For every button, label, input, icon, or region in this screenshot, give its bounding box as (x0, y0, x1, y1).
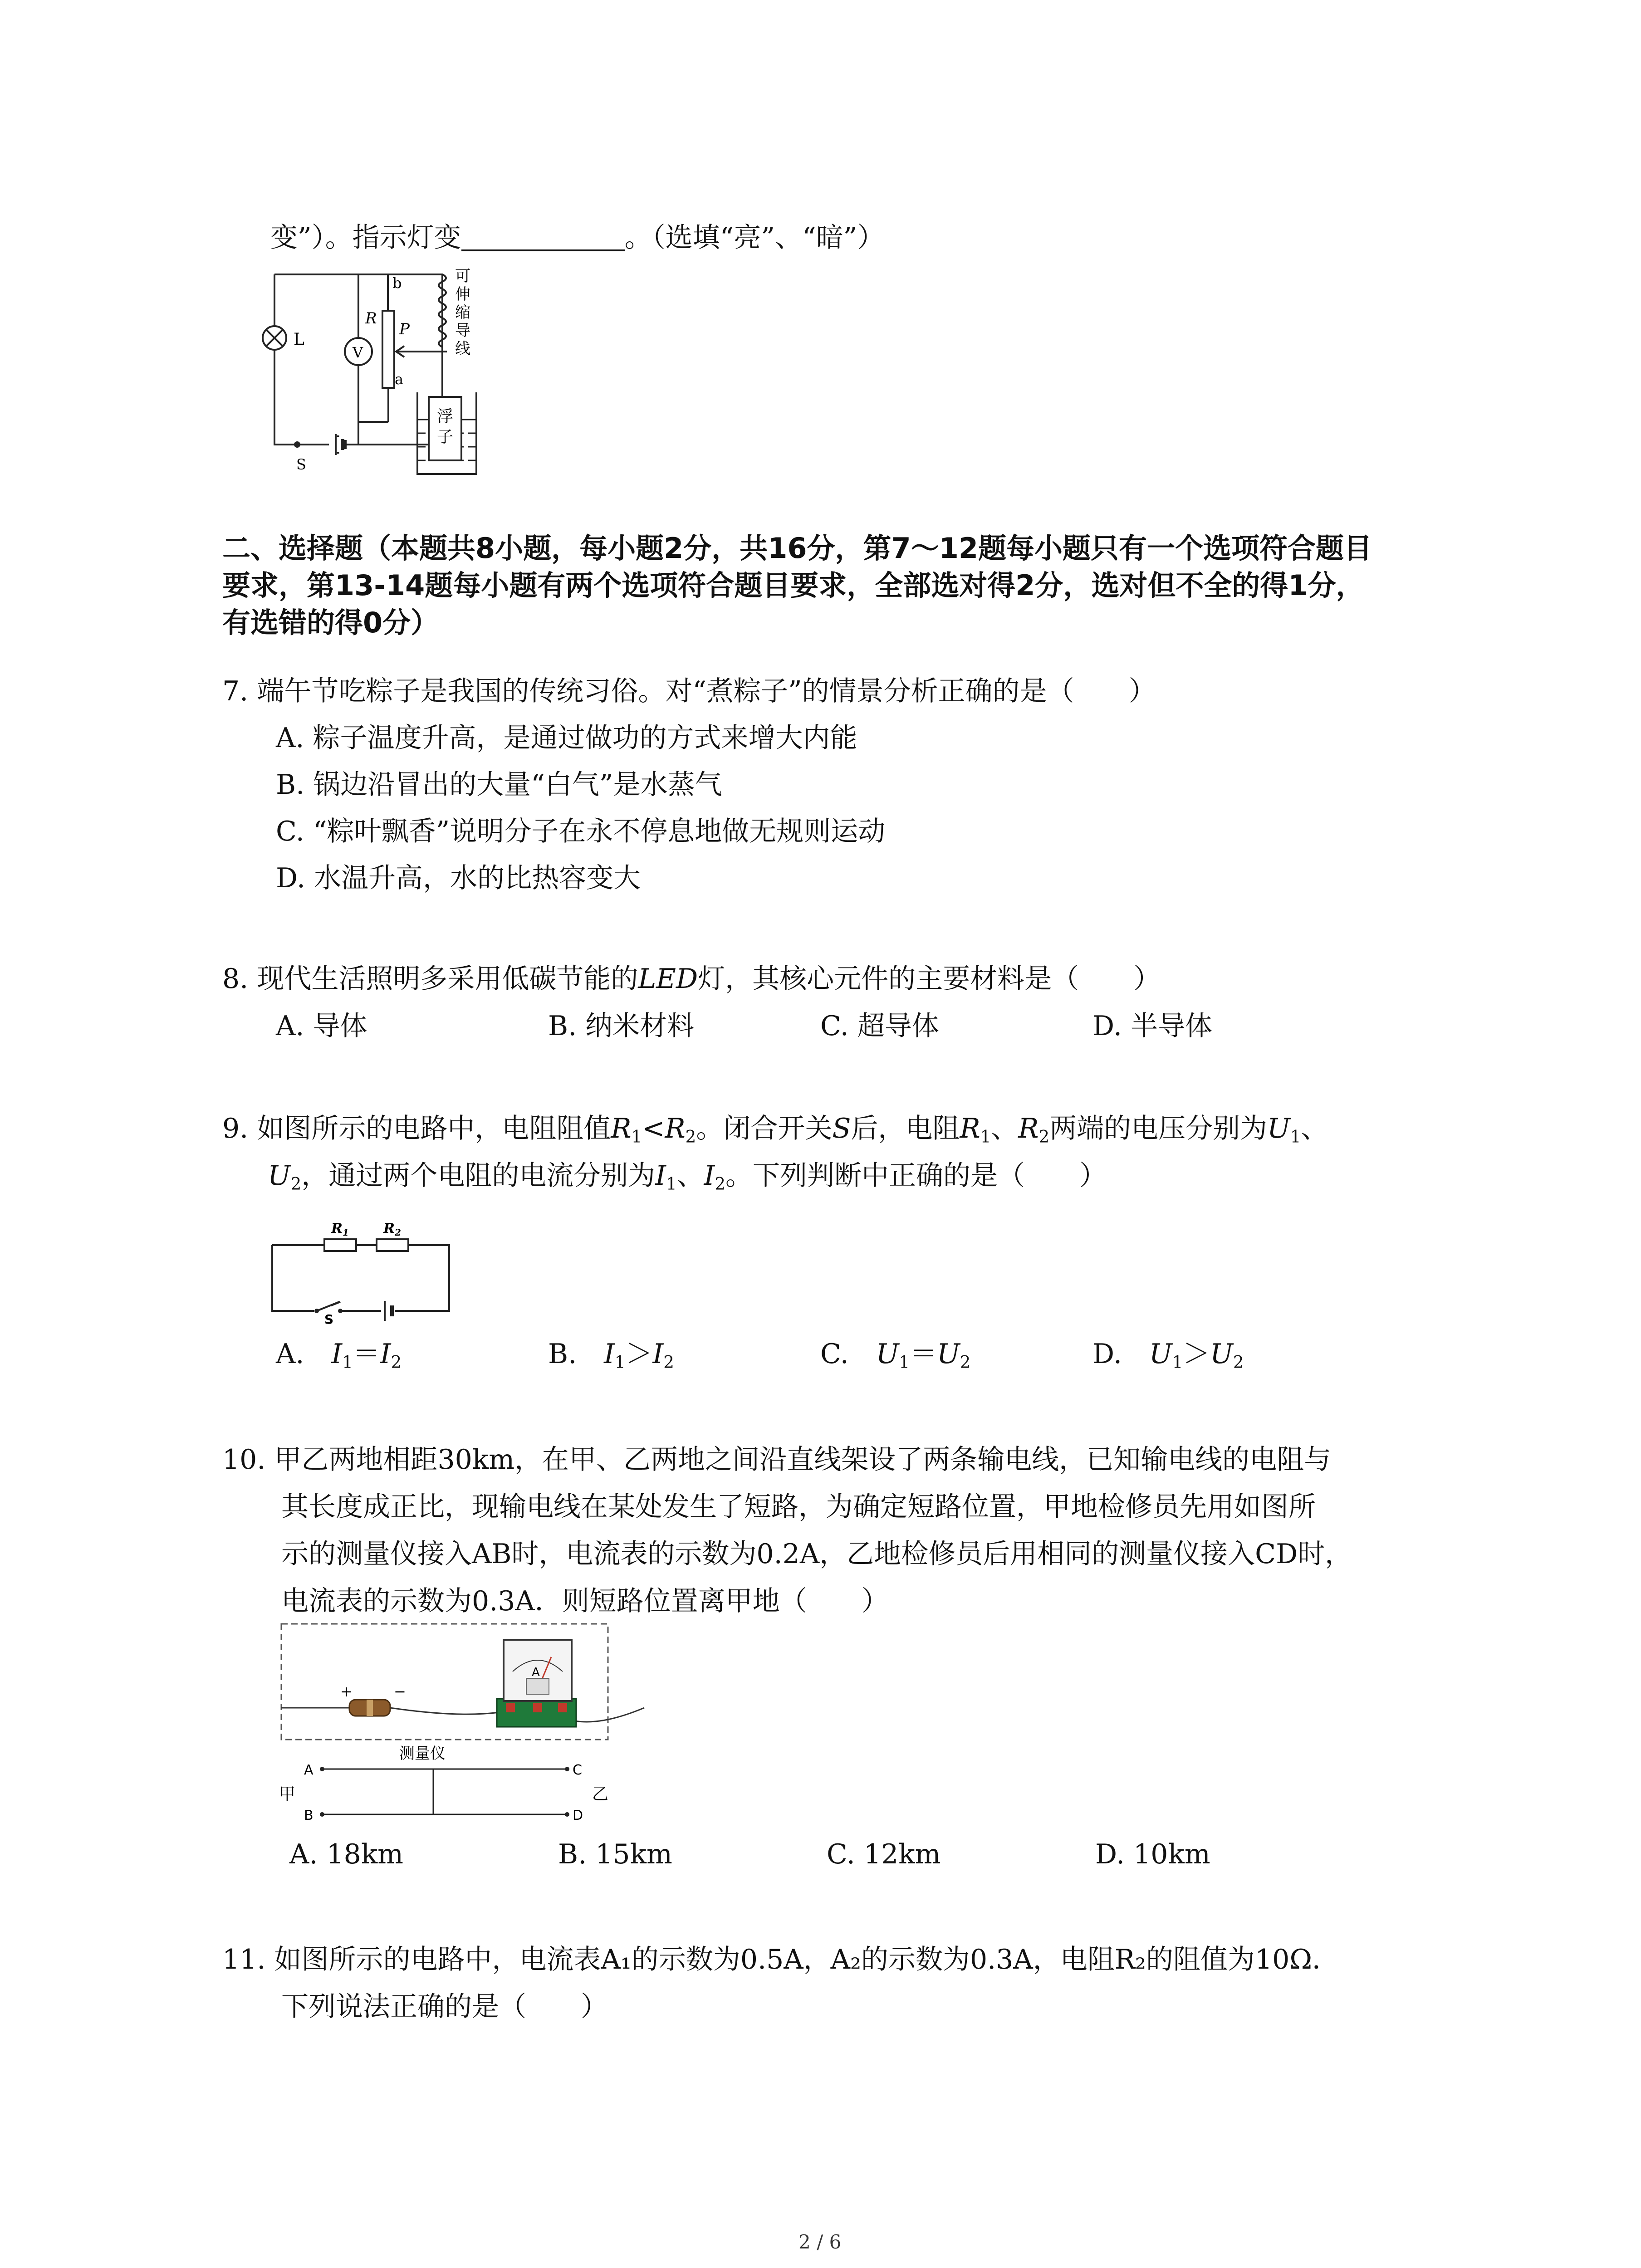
q10-fig-plus: + (340, 1683, 353, 1700)
fig6-wire-label (455, 267, 470, 358)
q10-fig-label-a: A (304, 1762, 314, 1778)
q9-fig-label-r1: $R_1$ (331, 1221, 349, 1238)
q7-stem: 7. 端午节吃粽子是我国的传统习俗。对“煮粽子”的情景分析正确的是（ ） (222, 675, 1156, 707)
q9-circuit-figure (268, 1216, 458, 1325)
q8-option-c[interactable]: C. 超导体 (820, 1010, 939, 1042)
q10-stem-line4: 电流表的示数为0.3A．则短路位置离甲地（ ） (281, 1585, 889, 1617)
q10-option-a[interactable]: A. 18km (289, 1838, 404, 1870)
svg-text:浮: 浮 (437, 407, 454, 426)
fig6-label-a: a (395, 371, 404, 388)
q10-fig-label-jia: 甲 (279, 1785, 296, 1804)
q10-fig-label-b: B (304, 1808, 314, 1823)
q10-fig-label-yi: 乙 (592, 1785, 609, 1804)
q10-option-d[interactable]: D. 10km (1095, 1838, 1210, 1870)
fig6-label-P: P (399, 320, 410, 338)
q8-stem: 8. 现代生活照明多采用低碳节能的LED灯，其核心元件的主要材料是（ ） (222, 963, 1161, 995)
fig6-label-L: L (294, 330, 304, 349)
q6-circuit-figure (261, 265, 524, 479)
svg-text:导: 导 (455, 322, 470, 340)
fig6-label-b: b (392, 274, 402, 292)
q10-stem-line1: 10. 甲乙两地相距30km，在甲、乙两地之间沿直线架设了两条输电线，已知输电线的电阻与 (222, 1444, 1332, 1476)
q7-option-a[interactable]: A. 粽子温度升高，是通过做功的方式来增大内能 (276, 722, 857, 754)
q9-stem-line2: $U_2$，通过两个电阻的电流分别为$I_1$、$I_2$。下列判断中正确的是（ ） (268, 1160, 1107, 1194)
q8-led-term: LED (638, 963, 698, 995)
svg-text:线: 线 (455, 340, 470, 358)
q7-option-c[interactable]: C. “粽叶飘香”说明分子在永不停息地做无规则运动 (276, 816, 886, 847)
fig6-label-R: R (365, 309, 377, 327)
q10-fig-meter-label: A (532, 1666, 540, 1679)
q7-option-b[interactable]: B. 锅边沿冒出的大量“白气”是水蒸气 (276, 769, 722, 801)
q10-fig-label-c: C (573, 1762, 582, 1778)
q9-stem-line1: 9. 如图所示的电路中，电阻阻值$R_1<R_2$。闭合开关S后，电阻$R_1$、$R_2$两端的电压分别为$U_1$、 (222, 1113, 1328, 1147)
section2-heading: 二、选择题（本题共8小题，每小题2分，共16分，第7～12题每小题只有一个选项符合题目 要求，第13-14题每小题有两个选项符合题目要求，全部选对得2分，选对但不全的得1分， 有选错的得0分） (222, 532, 1372, 639)
svg-text:子: 子 (437, 428, 454, 446)
q11-stem-line1: 11. 如图所示的电路中，电流表A₁的示数为0.5A，A₂的示数为0.3A，电阻R₂的阻值为10Ω． (222, 1944, 1340, 1975)
q10-stem-line2: 其长度成正比，现输电线在某处发生了短路，为确定短路位置，甲地检修员先用如图所 (281, 1491, 1316, 1523)
q10-fig-title: 测量仪 (399, 1745, 446, 1763)
q9-option-d[interactable]: D. $U_1>U_2$ (1092, 1338, 1244, 1372)
q8-option-d[interactable]: D. 半导体 (1092, 1010, 1213, 1042)
q9-option-c[interactable]: C. $U_1=U_2$ (820, 1338, 971, 1372)
q11-stem-line2: 下列说法正确的是（ ） (281, 1991, 608, 2023)
q9-option-a[interactable]: A. $I_1=I_2$ (276, 1338, 402, 1372)
svg-text:伸: 伸 (455, 285, 470, 303)
q10-measuring-figure (272, 1622, 662, 1839)
q9-fig-label-s: S (324, 1312, 334, 1325)
svg-text:可: 可 (455, 267, 470, 285)
q6-tail-hint: 。（选填“亮”、“暗”） (624, 222, 885, 254)
q10-fig-minus: − (394, 1683, 406, 1700)
q7-option-d[interactable]: D. 水温升高，水的比热容变大 (276, 862, 641, 894)
q10-option-c[interactable]: C. 12km (827, 1838, 941, 1870)
q10-stem-line3: 示的测量仪接入AB时，电流表的示数为0.2A，乙地检修员后用相同的测量仪接入CD时， (281, 1538, 1352, 1570)
q8-option-a[interactable]: A. 导体 (276, 1010, 367, 1042)
q9-fig-label-r2: $R_2$ (383, 1221, 401, 1238)
q9-option-b[interactable]: B. $I_1>I_2$ (548, 1338, 674, 1372)
q10-option-b[interactable]: B. 15km (558, 1838, 672, 1870)
q6-tail-text: 变”）。指示灯变 (270, 222, 461, 254)
page-number: 2 / 6 (798, 2231, 842, 2253)
fig6-label-S: S (296, 456, 306, 473)
q6-answer-blank[interactable] (461, 223, 625, 251)
fig6-label-V: V (353, 344, 363, 361)
svg-text:缩: 缩 (455, 303, 470, 322)
q6-tail-line (270, 222, 885, 254)
q10-fig-label-d: D (573, 1808, 583, 1823)
q8-option-b[interactable]: B. 纳米材料 (548, 1010, 695, 1042)
